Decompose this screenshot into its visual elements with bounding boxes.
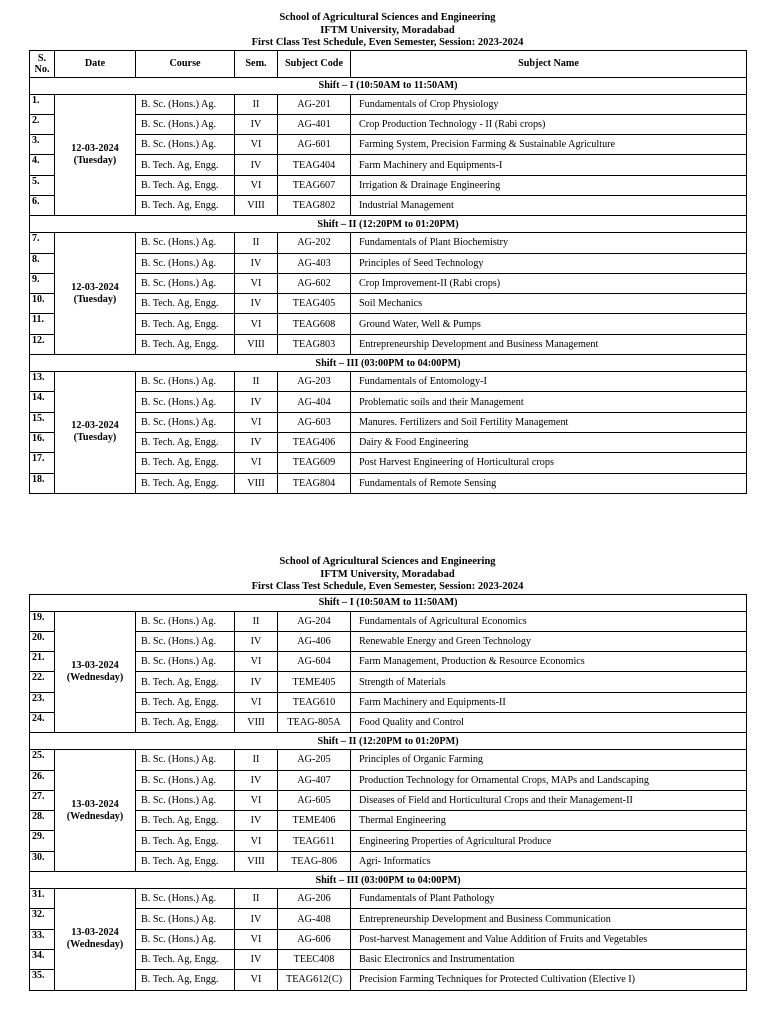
subject-name: Thermal Engineering bbox=[351, 811, 747, 831]
serial-number: 11. bbox=[30, 314, 55, 334]
table-row bbox=[30, 473, 747, 493]
serial-number: 33. bbox=[30, 929, 55, 949]
table-row bbox=[30, 392, 747, 412]
subject-code: AG-407 bbox=[278, 770, 351, 790]
course-name: B. Sc. (Hons.) Ag. bbox=[136, 909, 235, 929]
table-row bbox=[30, 712, 747, 732]
shift-row bbox=[30, 733, 747, 750]
course-name: B. Tech. Ag, Engg. bbox=[136, 712, 235, 732]
serial-number: 32. bbox=[30, 909, 55, 929]
table-row bbox=[30, 155, 747, 175]
table-row bbox=[30, 831, 747, 851]
subject-code: TEAG607 bbox=[278, 175, 351, 195]
serial-number: 5. bbox=[30, 175, 55, 195]
subject-name: Strength of Materials bbox=[351, 672, 747, 692]
shift-row bbox=[30, 594, 747, 611]
table-row bbox=[30, 929, 747, 949]
schedule-table bbox=[29, 50, 747, 494]
subject-code: TEAG611 bbox=[278, 831, 351, 851]
semester: II bbox=[235, 233, 278, 253]
table-row bbox=[30, 889, 747, 909]
subject-name: Industrial Management bbox=[351, 195, 747, 215]
semester: IV bbox=[235, 253, 278, 273]
subject-name: Ground Water, Well & Pumps bbox=[351, 314, 747, 334]
semester: IV bbox=[235, 432, 278, 452]
header-university: IFTM University, Moradabad bbox=[320, 568, 455, 580]
serial-number: 16. bbox=[30, 432, 55, 452]
schedule-block-2 bbox=[29, 556, 746, 991]
semester: IV bbox=[235, 949, 278, 969]
semester: VI bbox=[235, 970, 278, 990]
semester: VIII bbox=[235, 473, 278, 493]
shift-row bbox=[30, 872, 747, 889]
semester: II bbox=[235, 750, 278, 770]
subject-code: AG-404 bbox=[278, 392, 351, 412]
table-body bbox=[30, 77, 747, 493]
subject-code: AG-601 bbox=[278, 135, 351, 155]
subject-name: Renewable Energy and Green Technology bbox=[351, 631, 747, 651]
semester: IV bbox=[235, 770, 278, 790]
table-row bbox=[30, 253, 747, 273]
table-row bbox=[30, 114, 747, 134]
subject-code: TEAG804 bbox=[278, 473, 351, 493]
semester: II bbox=[235, 611, 278, 631]
semester: VI bbox=[235, 790, 278, 810]
semester: VIII bbox=[235, 851, 278, 871]
subject-name: Post Harvest Engineering of Horticultural crops bbox=[351, 453, 747, 473]
shift-label: Shift – II (12:20PM to 01:20PM) bbox=[30, 216, 747, 233]
course-name: B. Tech. Ag, Engg. bbox=[136, 175, 235, 195]
exam-date: 13-03-2024 (Wednesday) bbox=[55, 611, 136, 733]
subject-code: TEAG610 bbox=[278, 692, 351, 712]
column-header-row bbox=[30, 50, 747, 77]
course-name: B. Sc. (Hons.) Ag. bbox=[136, 114, 235, 134]
course-name: B. Tech. Ag, Engg. bbox=[136, 294, 235, 314]
subject-code: AG-408 bbox=[278, 909, 351, 929]
subject-name: Fundamentals of Remote Sensing bbox=[351, 473, 747, 493]
course-name: B. Sc. (Hons.) Ag. bbox=[136, 412, 235, 432]
subject-name: Principles of Seed Technology bbox=[351, 253, 747, 273]
course-name: B. Sc. (Hons.) Ag. bbox=[136, 253, 235, 273]
subject-code: TEAG405 bbox=[278, 294, 351, 314]
semester: VI bbox=[235, 929, 278, 949]
subject-code: TEAG608 bbox=[278, 314, 351, 334]
table-row bbox=[30, 631, 747, 651]
table-row bbox=[30, 334, 747, 354]
course-name: B. Tech. Ag, Engg. bbox=[136, 949, 235, 969]
serial-number: 35. bbox=[30, 970, 55, 990]
subject-code: AG-205 bbox=[278, 750, 351, 770]
col-date: Date bbox=[55, 50, 136, 77]
table-row bbox=[30, 949, 747, 969]
table-row bbox=[30, 432, 747, 452]
serial-number: 15. bbox=[30, 412, 55, 432]
serial-number: 14. bbox=[30, 392, 55, 412]
table-row bbox=[30, 175, 747, 195]
semester: VI bbox=[235, 412, 278, 432]
table-row bbox=[30, 970, 747, 990]
serial-number: 6. bbox=[30, 195, 55, 215]
semester: VIII bbox=[235, 334, 278, 354]
serial-number: 29. bbox=[30, 831, 55, 851]
subject-code: TEAG803 bbox=[278, 334, 351, 354]
course-name: B. Tech. Ag, Engg. bbox=[136, 314, 235, 334]
subject-code: AG-203 bbox=[278, 372, 351, 392]
table-row bbox=[30, 195, 747, 215]
shift-label: Shift – I (10:50AM to 11:50AM) bbox=[30, 594, 747, 611]
shift-row bbox=[30, 216, 747, 233]
serial-number: 2. bbox=[30, 114, 55, 134]
col-sno: S. No. bbox=[30, 50, 55, 77]
semester: VI bbox=[235, 652, 278, 672]
subject-code: AG-603 bbox=[278, 412, 351, 432]
subject-name: Principles of Organic Farming bbox=[351, 750, 747, 770]
subject-name: Basic Electronics and Instrumentation bbox=[351, 949, 747, 969]
subject-code: AG-606 bbox=[278, 929, 351, 949]
subject-code: AG-605 bbox=[278, 790, 351, 810]
serial-number: 25. bbox=[30, 750, 55, 770]
course-name: B. Sc. (Hons.) Ag. bbox=[136, 233, 235, 253]
semester: IV bbox=[235, 155, 278, 175]
serial-number: 26. bbox=[30, 770, 55, 790]
subject-name: Engineering Properties of Agricultural Produce bbox=[351, 831, 747, 851]
subject-code: TEAG-806 bbox=[278, 851, 351, 871]
semester: IV bbox=[235, 631, 278, 651]
col-subject-name: Subject Name bbox=[351, 50, 747, 77]
subject-name: Farming System, Precision Farming & Sustainable Agriculture bbox=[351, 135, 747, 155]
col-code: Subject Code bbox=[278, 50, 351, 77]
subject-code: TEEC408 bbox=[278, 949, 351, 969]
shift-row bbox=[30, 77, 747, 94]
table-row bbox=[30, 412, 747, 432]
table-row bbox=[30, 453, 747, 473]
subject-code: TEME405 bbox=[278, 672, 351, 692]
course-name: B. Tech. Ag, Engg. bbox=[136, 831, 235, 851]
shift-label: Shift – III (03:00PM to 04:00PM) bbox=[30, 872, 747, 889]
semester: VI bbox=[235, 314, 278, 334]
subject-name: Agri- Informatics bbox=[351, 851, 747, 871]
subject-name: Precision Farming Techniques for Protected Cultivation (Elective I) bbox=[351, 970, 747, 990]
table-row bbox=[30, 692, 747, 712]
exam-date: 12-03-2024 (Tuesday) bbox=[55, 94, 136, 216]
subject-name: Problematic soils and their Management bbox=[351, 392, 747, 412]
course-name: B. Sc. (Hons.) Ag. bbox=[136, 135, 235, 155]
semester: IV bbox=[235, 909, 278, 929]
semester: VI bbox=[235, 175, 278, 195]
subject-name: Fundamentals of Crop Physiology bbox=[351, 94, 747, 114]
course-name: B. Sc. (Hons.) Ag. bbox=[136, 94, 235, 114]
subject-name: Soil Mechanics bbox=[351, 294, 747, 314]
serial-number: 17. bbox=[30, 453, 55, 473]
semester: VI bbox=[235, 831, 278, 851]
serial-number: 9. bbox=[30, 273, 55, 293]
table-body bbox=[30, 594, 747, 990]
semester: VI bbox=[235, 692, 278, 712]
serial-number: 20. bbox=[30, 631, 55, 651]
semester: IV bbox=[235, 672, 278, 692]
subject-code: AG-604 bbox=[278, 652, 351, 672]
subject-code: TEAG-805A bbox=[278, 712, 351, 732]
course-name: B. Tech. Ag, Engg. bbox=[136, 811, 235, 831]
subject-name: Irrigation & Drainage Engineering bbox=[351, 175, 747, 195]
course-name: B. Sc. (Hons.) Ag. bbox=[136, 750, 235, 770]
course-name: B. Sc. (Hons.) Ag. bbox=[136, 652, 235, 672]
semester: VI bbox=[235, 453, 278, 473]
table-row bbox=[30, 233, 747, 253]
course-name: B. Tech. Ag, Engg. bbox=[136, 334, 235, 354]
schedule-table bbox=[29, 594, 747, 991]
subject-name: Dairy & Food Engineering bbox=[351, 432, 747, 452]
subject-name: Farm Management, Production & Resource Economics bbox=[351, 652, 747, 672]
serial-number: 30. bbox=[30, 851, 55, 871]
course-name: B. Sc. (Hons.) Ag. bbox=[136, 790, 235, 810]
subject-name: Entrepreneurship Development and Business Communication bbox=[351, 909, 747, 929]
subject-code: TEAG802 bbox=[278, 195, 351, 215]
table-row bbox=[30, 372, 747, 392]
shift-label: Shift – II (12:20PM to 01:20PM) bbox=[30, 733, 747, 750]
col-course: Course bbox=[136, 50, 235, 77]
serial-number: 23. bbox=[30, 692, 55, 712]
course-name: B. Tech. Ag, Engg. bbox=[136, 432, 235, 452]
course-name: B. Sc. (Hons.) Ag. bbox=[136, 631, 235, 651]
course-name: B. Tech. Ag, Engg. bbox=[136, 155, 235, 175]
serial-number: 12. bbox=[30, 334, 55, 354]
exam-date: 12-03-2024 (Tuesday) bbox=[55, 372, 136, 494]
subject-code: AG-201 bbox=[278, 94, 351, 114]
serial-number: 3. bbox=[30, 135, 55, 155]
serial-number: 34. bbox=[30, 949, 55, 969]
semester: IV bbox=[235, 294, 278, 314]
subject-name: Farm Machinery and Equipments-II bbox=[351, 692, 747, 712]
exam-date: 13-03-2024 (Wednesday) bbox=[55, 750, 136, 872]
semester: VI bbox=[235, 135, 278, 155]
serial-number: 21. bbox=[30, 652, 55, 672]
subject-name: Diseases of Field and Horticultural Crops and their Management-II bbox=[351, 790, 747, 810]
subject-name: Farm Machinery and Equipments-I bbox=[351, 155, 747, 175]
table-row bbox=[30, 294, 747, 314]
serial-number: 7. bbox=[30, 233, 55, 253]
course-name: B. Tech. Ag, Engg. bbox=[136, 970, 235, 990]
semester: IV bbox=[235, 392, 278, 412]
course-name: B. Tech. Ag, Engg. bbox=[136, 453, 235, 473]
subject-name: Fundamentals of Entomology-I bbox=[351, 372, 747, 392]
course-name: B. Sc. (Hons.) Ag. bbox=[136, 372, 235, 392]
semester: VIII bbox=[235, 712, 278, 732]
subject-name: Production Technology for Ornamental Crops, MAPs and Landscaping bbox=[351, 770, 747, 790]
header-title: First Class Test Schedule, Even Semester, Session: 2023-2024 bbox=[251, 37, 524, 48]
table-row bbox=[30, 611, 747, 631]
serial-number: 18. bbox=[30, 473, 55, 493]
subject-code: TEAG404 bbox=[278, 155, 351, 175]
header-university: IFTM University, Moradabad bbox=[320, 24, 455, 36]
subject-code: AG-602 bbox=[278, 273, 351, 293]
subject-name: Entrepreneurship Development and Business Management bbox=[351, 334, 747, 354]
shift-label: Shift – III (03:00PM to 04:00PM) bbox=[30, 355, 747, 372]
col-sem: Sem. bbox=[235, 50, 278, 77]
semester: II bbox=[235, 94, 278, 114]
subject-code: TEAG612(C) bbox=[278, 970, 351, 990]
shift-row bbox=[30, 355, 747, 372]
subject-name: Post-harvest Management and Value Addition of Fruits and Vegetables bbox=[351, 929, 747, 949]
course-name: B. Sc. (Hons.) Ag. bbox=[136, 392, 235, 412]
subject-code: AG-202 bbox=[278, 233, 351, 253]
table-row bbox=[30, 652, 747, 672]
subject-name: Fundamentals of Plant Pathology bbox=[351, 889, 747, 909]
subject-code: TEME406 bbox=[278, 811, 351, 831]
serial-number: 8. bbox=[30, 253, 55, 273]
table-row bbox=[30, 909, 747, 929]
table-row bbox=[30, 314, 747, 334]
table-row bbox=[30, 851, 747, 871]
serial-number: 1. bbox=[30, 94, 55, 114]
header-title: First Class Test Schedule, Even Semester, Session: 2023-2024 bbox=[251, 581, 524, 592]
serial-number: 13. bbox=[30, 372, 55, 392]
semester: VIII bbox=[235, 195, 278, 215]
semester: II bbox=[235, 889, 278, 909]
serial-number: 4. bbox=[30, 155, 55, 175]
subject-code: AG-204 bbox=[278, 611, 351, 631]
course-name: B. Tech. Ag, Engg. bbox=[136, 851, 235, 871]
schedule-block-1 bbox=[29, 12, 746, 494]
serial-number: 22. bbox=[30, 672, 55, 692]
exam-date: 12-03-2024 (Tuesday) bbox=[55, 233, 136, 355]
subject-code: TEAG609 bbox=[278, 453, 351, 473]
table-row bbox=[30, 273, 747, 293]
semester: VI bbox=[235, 273, 278, 293]
course-name: B. Sc. (Hons.) Ag. bbox=[136, 889, 235, 909]
subject-code: AG-406 bbox=[278, 631, 351, 651]
subject-code: AG-401 bbox=[278, 114, 351, 134]
subject-name: Manures. Fertilizers and Soil Fertility Management bbox=[351, 412, 747, 432]
subject-code: TEAG406 bbox=[278, 432, 351, 452]
course-name: B. Tech. Ag, Engg. bbox=[136, 195, 235, 215]
table-row bbox=[30, 135, 747, 155]
course-name: B. Tech. Ag, Engg. bbox=[136, 672, 235, 692]
header-school: School of Agricultural Sciences and Engineering bbox=[279, 556, 496, 567]
course-name: B. Tech. Ag, Engg. bbox=[136, 473, 235, 493]
course-name: B. Sc. (Hons.) Ag. bbox=[136, 611, 235, 631]
table-row bbox=[30, 94, 747, 114]
serial-number: 10. bbox=[30, 294, 55, 314]
course-name: B. Tech. Ag, Engg. bbox=[136, 692, 235, 712]
subject-name: Crop Improvement-II (Rabi crops) bbox=[351, 273, 747, 293]
serial-number: 24. bbox=[30, 712, 55, 732]
subject-name: Food Quality and Control bbox=[351, 712, 747, 732]
subject-code: AG-206 bbox=[278, 889, 351, 909]
semester: II bbox=[235, 372, 278, 392]
table-row bbox=[30, 750, 747, 770]
serial-number: 31. bbox=[30, 889, 55, 909]
course-name: B. Sc. (Hons.) Ag. bbox=[136, 929, 235, 949]
header-school: School of Agricultural Sciences and Engineering bbox=[279, 12, 496, 23]
serial-number: 27. bbox=[30, 790, 55, 810]
course-name: B. Sc. (Hons.) Ag. bbox=[136, 273, 235, 293]
table-row bbox=[30, 770, 747, 790]
shift-label: Shift – I (10:50AM to 11:50AM) bbox=[30, 77, 747, 94]
table-row bbox=[30, 790, 747, 810]
exam-date: 13-03-2024 (Wednesday) bbox=[55, 889, 136, 990]
subject-name: Crop Production Technology - II (Rabi crops) bbox=[351, 114, 747, 134]
subject-code: AG-403 bbox=[278, 253, 351, 273]
semester: IV bbox=[235, 114, 278, 134]
subject-name: Fundamentals of Plant Biochemistry bbox=[351, 233, 747, 253]
semester: IV bbox=[235, 811, 278, 831]
subject-name: Fundamentals of Agricultural Economics bbox=[351, 611, 747, 631]
table-row bbox=[30, 811, 747, 831]
table-row bbox=[30, 672, 747, 692]
serial-number: 28. bbox=[30, 811, 55, 831]
course-name: B. Sc. (Hons.) Ag. bbox=[136, 770, 235, 790]
serial-number: 19. bbox=[30, 611, 55, 631]
